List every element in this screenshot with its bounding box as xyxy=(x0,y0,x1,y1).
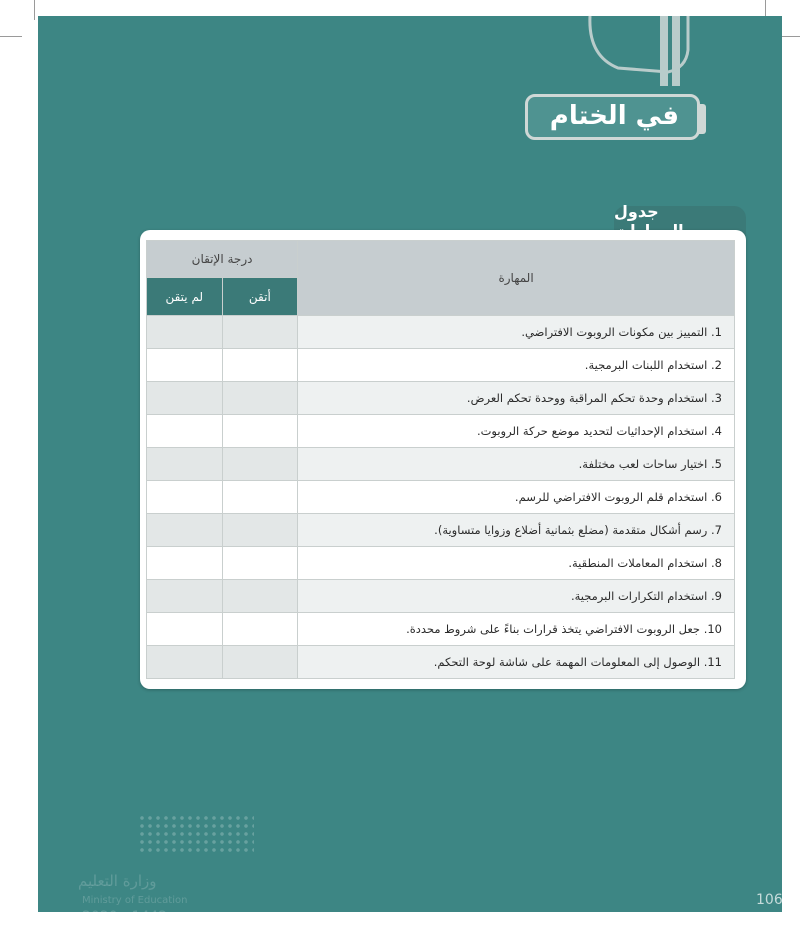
skill-cell: 10. جعل الروبوت الافتراضي يتخذ قرارات بناءً على شروط محددة. xyxy=(298,613,735,646)
mastered-cell[interactable] xyxy=(222,316,298,349)
skills-table xyxy=(146,240,735,679)
crop-mark xyxy=(34,0,35,20)
skill-cell: 7. رسم أشكال متقدمة (مضلع بثمانية أضلاع وزوايا متساوية). xyxy=(298,514,735,547)
mastered-cell[interactable] xyxy=(222,514,298,547)
ministry-year: 2020 - 1442 xyxy=(82,909,168,925)
table-row xyxy=(147,580,735,613)
not-mastered-cell[interactable] xyxy=(147,613,223,646)
not-mastered-cell[interactable] xyxy=(147,547,223,580)
table-row xyxy=(147,613,735,646)
ministry-logo xyxy=(138,814,254,854)
mastered-cell[interactable] xyxy=(222,547,298,580)
not-mastered-cell[interactable] xyxy=(147,382,223,415)
not-mastered-cell[interactable] xyxy=(147,316,223,349)
table-row xyxy=(147,547,735,580)
skill-cell: 8. استخدام المعاملات المنطقية. xyxy=(298,547,735,580)
skills-table-card xyxy=(140,230,746,689)
mastered-cell[interactable] xyxy=(222,481,298,514)
crop-mark xyxy=(0,36,22,37)
mastered-cell[interactable] xyxy=(222,349,298,382)
table-row xyxy=(147,382,735,415)
not-mastered-cell[interactable] xyxy=(147,514,223,547)
skill-cell: 6. استخدام قلم الروبوت الافتراضي للرسم. xyxy=(298,481,735,514)
table-row xyxy=(147,514,735,547)
skill-cell: 4. استخدام الإحداثيات لتحديد موضع حركة الروبوت. xyxy=(298,415,735,448)
mastered-cell[interactable] xyxy=(222,646,298,679)
mastered-cell[interactable] xyxy=(222,580,298,613)
table-tab-label: جدول xyxy=(614,206,746,236)
page-number: 106 xyxy=(756,892,783,908)
table-row xyxy=(147,415,735,448)
not-mastered-cell[interactable] xyxy=(147,415,223,448)
not-mastered-cell[interactable] xyxy=(147,646,223,679)
section-title: في الختام xyxy=(525,94,700,140)
mastered-cell[interactable] xyxy=(222,613,298,646)
table-row xyxy=(147,349,735,382)
not-mastered-cell[interactable] xyxy=(147,448,223,481)
mastered-cell[interactable] xyxy=(222,382,298,415)
table-row xyxy=(147,448,735,481)
skill-cell: 11. الوصول إلى المعلومات المهمة على شاشة لوحة التحكم. xyxy=(298,646,735,679)
not-mastered-cell[interactable] xyxy=(147,481,223,514)
skill-cell: 3. استخدام وحدة تحكم المراقبة ووحدة تحكم العرض. xyxy=(298,382,735,415)
not-mastered-cell[interactable] xyxy=(147,349,223,382)
header-mastered: أتقن xyxy=(222,278,298,316)
skill-cell: 5. اختيار ساحات لعب مختلفة. xyxy=(298,448,735,481)
page xyxy=(38,16,783,925)
ministry-name-english: Ministry of Education xyxy=(82,895,188,906)
table-row xyxy=(147,481,735,514)
skill-cell: 2. استخدام اللبنات البرمجية. xyxy=(298,349,735,382)
mastered-cell[interactable] xyxy=(222,448,298,481)
skill-cell: 1. التمييز بين مكونات الروبوت الافتراضي. xyxy=(298,316,735,349)
mastered-cell[interactable] xyxy=(222,415,298,448)
skill-cell: 9. استخدام التكرارات البرمجية. xyxy=(298,580,735,613)
crop-mark xyxy=(780,36,800,37)
header-not-mastered: لم يتقن xyxy=(147,278,223,316)
header-skill: المهارة xyxy=(298,241,735,316)
ministry-logo-dots-icon xyxy=(138,814,254,854)
not-mastered-cell[interactable] xyxy=(147,580,223,613)
table-row xyxy=(147,646,735,679)
ministry-name-arabic: وزارة التعليم xyxy=(78,872,157,890)
table-row xyxy=(147,316,735,349)
header-mastery-level: درجة الإتقان xyxy=(147,241,298,278)
